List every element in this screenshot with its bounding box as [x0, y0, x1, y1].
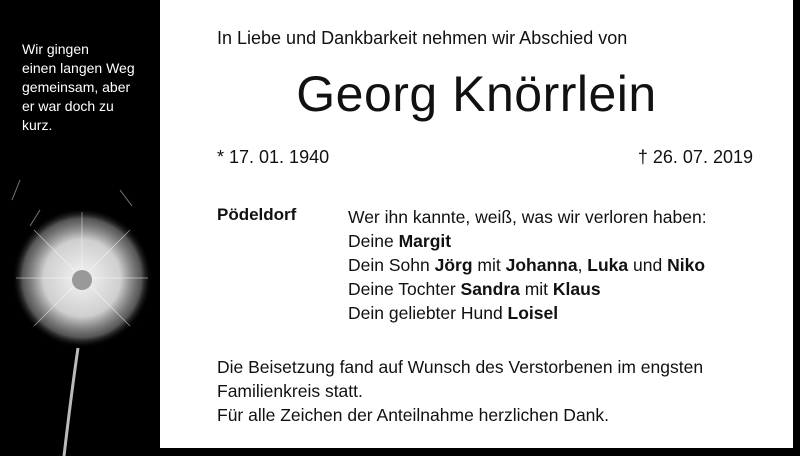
- place-name: Pödeldorf: [217, 205, 297, 224]
- mourner-line: Dein geliebter Hund Loisel: [348, 303, 559, 323]
- dandelion-image: [0, 170, 160, 456]
- mourners-list: [348, 205, 707, 325]
- poem-line: Wir gingen: [22, 41, 89, 57]
- obituary-card: [160, 0, 793, 448]
- notice-line: Familienkreis statt.: [217, 381, 363, 401]
- poem-line: einen langen Weg: [22, 60, 135, 76]
- poem-line: er war doch zu: [22, 98, 114, 114]
- poem-line: gemeinsam, aber: [22, 79, 131, 95]
- birth-date: * 17. 01. 1940: [217, 147, 330, 167]
- death-date: † 26. 07. 2019: [637, 147, 753, 167]
- mourner-line: Dein Sohn Jörg mit Johanna, Luka und Niko: [348, 255, 706, 275]
- intro-text: In Liebe und Dankbarkeit nehmen wir Abschied von: [217, 28, 628, 48]
- poem-line: kurz.: [22, 117, 53, 133]
- sidebar-panel: [0, 0, 160, 456]
- deceased-name: Georg Knörrlein: [296, 66, 657, 122]
- notice-line: Für alle Zeichen der Anteilnahme herzlichen Dank.: [217, 405, 610, 425]
- notice-line: Die Beisetzung fand auf Wunsch des Verstorbenen im engsten: [217, 357, 704, 377]
- mourner-line: Deine Tochter Sandra mit Klaus: [348, 279, 601, 299]
- mourner-line: Deine Margit: [348, 231, 452, 251]
- mourners-intro: Wer ihn kannte, weiß, was wir verloren haben:: [348, 207, 707, 227]
- funeral-notice: [217, 355, 703, 427]
- poem: [22, 40, 154, 135]
